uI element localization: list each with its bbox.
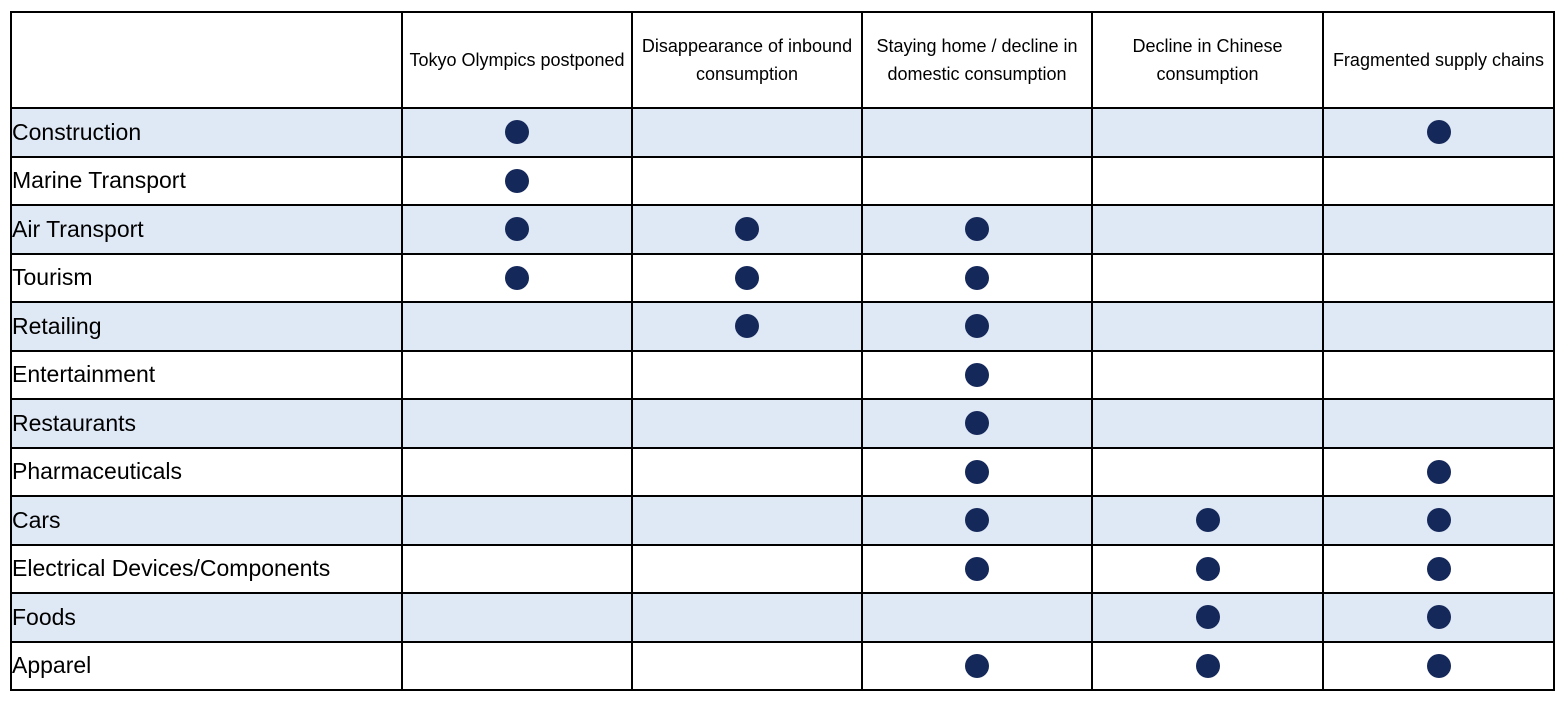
- table-row: [11, 545, 1554, 594]
- mark-cell: [632, 205, 862, 254]
- dot-icon: [735, 266, 759, 290]
- mark-cell: [862, 302, 1092, 351]
- table-row: [11, 448, 1554, 497]
- mark-cell: [862, 642, 1092, 691]
- mark-cell: [402, 496, 632, 545]
- row-label: Foods: [11, 593, 402, 642]
- dot-icon: [1427, 460, 1451, 484]
- table-row: [11, 108, 1554, 157]
- mark-cell: [632, 642, 862, 691]
- dot-icon: [1427, 557, 1451, 581]
- mark-cell: [1323, 496, 1554, 545]
- mark-cell: [1323, 205, 1554, 254]
- mark-cell: [862, 545, 1092, 594]
- mark-cell: [862, 496, 1092, 545]
- mark-cell: [402, 642, 632, 691]
- table-row: [11, 157, 1554, 206]
- mark-cell: [1092, 448, 1323, 497]
- mark-cell: [632, 593, 862, 642]
- dot-icon: [735, 217, 759, 241]
- mark-cell: [402, 399, 632, 448]
- mark-cell: [1323, 157, 1554, 206]
- dot-icon: [965, 557, 989, 581]
- mark-cell: [632, 351, 862, 400]
- dot-icon: [505, 120, 529, 144]
- mark-cell: [862, 108, 1092, 157]
- mark-cell: [1323, 448, 1554, 497]
- mark-cell: [632, 108, 862, 157]
- mark-cell: [402, 448, 632, 497]
- row-label: Construction: [11, 108, 402, 157]
- mark-cell: [862, 593, 1092, 642]
- mark-cell: [1323, 108, 1554, 157]
- dot-icon: [1196, 605, 1220, 629]
- dot-icon: [1196, 508, 1220, 532]
- dot-icon: [1196, 654, 1220, 678]
- mark-cell: [1092, 351, 1323, 400]
- mark-cell: [1092, 205, 1323, 254]
- mark-cell: [1092, 399, 1323, 448]
- table-row: [11, 496, 1554, 545]
- corner-cell: [11, 12, 402, 108]
- table-row: [11, 351, 1554, 400]
- row-label: Marine Transport: [11, 157, 402, 206]
- mark-cell: [1092, 302, 1323, 351]
- row-label: Air Transport: [11, 205, 402, 254]
- dot-icon: [1427, 654, 1451, 678]
- mark-cell: [632, 157, 862, 206]
- mark-cell: [632, 399, 862, 448]
- table-row: [11, 205, 1554, 254]
- row-label: Restaurants: [11, 399, 402, 448]
- row-label: Entertainment: [11, 351, 402, 400]
- mark-cell: [402, 254, 632, 303]
- row-label: Pharmaceuticals: [11, 448, 402, 497]
- dot-icon: [505, 169, 529, 193]
- mark-cell: [1323, 302, 1554, 351]
- table-row: [11, 642, 1554, 691]
- table-row: [11, 399, 1554, 448]
- mark-cell: [862, 351, 1092, 400]
- mark-cell: [632, 448, 862, 497]
- mark-cell: [632, 496, 862, 545]
- mark-cell: [402, 157, 632, 206]
- dot-icon: [505, 266, 529, 290]
- mark-cell: [862, 448, 1092, 497]
- mark-cell: [1092, 496, 1323, 545]
- mark-cell: [1323, 399, 1554, 448]
- mark-cell: [862, 157, 1092, 206]
- table-row: [11, 302, 1554, 351]
- table-row: [11, 254, 1554, 303]
- mark-cell: [1092, 642, 1323, 691]
- mark-cell: [862, 205, 1092, 254]
- mark-cell: [402, 545, 632, 594]
- column-header: Fragmented supply chains: [1323, 12, 1554, 108]
- dot-icon: [965, 460, 989, 484]
- dot-icon: [965, 363, 989, 387]
- header-row: [11, 12, 1554, 108]
- mark-cell: [402, 302, 632, 351]
- mark-cell: [1323, 254, 1554, 303]
- row-label: Electrical Devices/Components: [11, 545, 402, 594]
- dot-icon: [1427, 120, 1451, 144]
- mark-cell: [1092, 545, 1323, 594]
- column-header: Decline in Chinese consumption: [1092, 12, 1323, 108]
- column-header: Tokyo Olympics postponed: [402, 12, 632, 108]
- dot-icon: [965, 411, 989, 435]
- dot-icon: [1427, 605, 1451, 629]
- mark-cell: [632, 545, 862, 594]
- mark-cell: [1323, 351, 1554, 400]
- mark-cell: [1092, 157, 1323, 206]
- mark-cell: [402, 205, 632, 254]
- row-label: Tourism: [11, 254, 402, 303]
- dot-icon: [505, 217, 529, 241]
- table-row: [11, 593, 1554, 642]
- mark-cell: [1323, 593, 1554, 642]
- column-header: Disappearance of inbound consumption: [632, 12, 862, 108]
- dot-icon: [735, 314, 759, 338]
- impact-table: [10, 11, 1555, 691]
- mark-cell: [632, 254, 862, 303]
- mark-cell: [1092, 254, 1323, 303]
- column-header: Staying home / decline in domestic consumption: [862, 12, 1092, 108]
- dot-icon: [965, 314, 989, 338]
- mark-cell: [402, 351, 632, 400]
- row-label: Apparel: [11, 642, 402, 691]
- mark-cell: [862, 399, 1092, 448]
- mark-cell: [402, 108, 632, 157]
- dot-icon: [965, 508, 989, 532]
- dot-icon: [965, 217, 989, 241]
- mark-cell: [1323, 642, 1554, 691]
- dot-icon: [965, 654, 989, 678]
- row-label: Cars: [11, 496, 402, 545]
- table-body: [11, 108, 1554, 690]
- mark-cell: [1092, 108, 1323, 157]
- mark-cell: [862, 254, 1092, 303]
- dot-icon: [965, 266, 989, 290]
- row-label: Retailing: [11, 302, 402, 351]
- dot-icon: [1196, 557, 1220, 581]
- mark-cell: [1323, 545, 1554, 594]
- mark-cell: [632, 302, 862, 351]
- mark-cell: [1092, 593, 1323, 642]
- mark-cell: [402, 593, 632, 642]
- dot-icon: [1427, 508, 1451, 532]
